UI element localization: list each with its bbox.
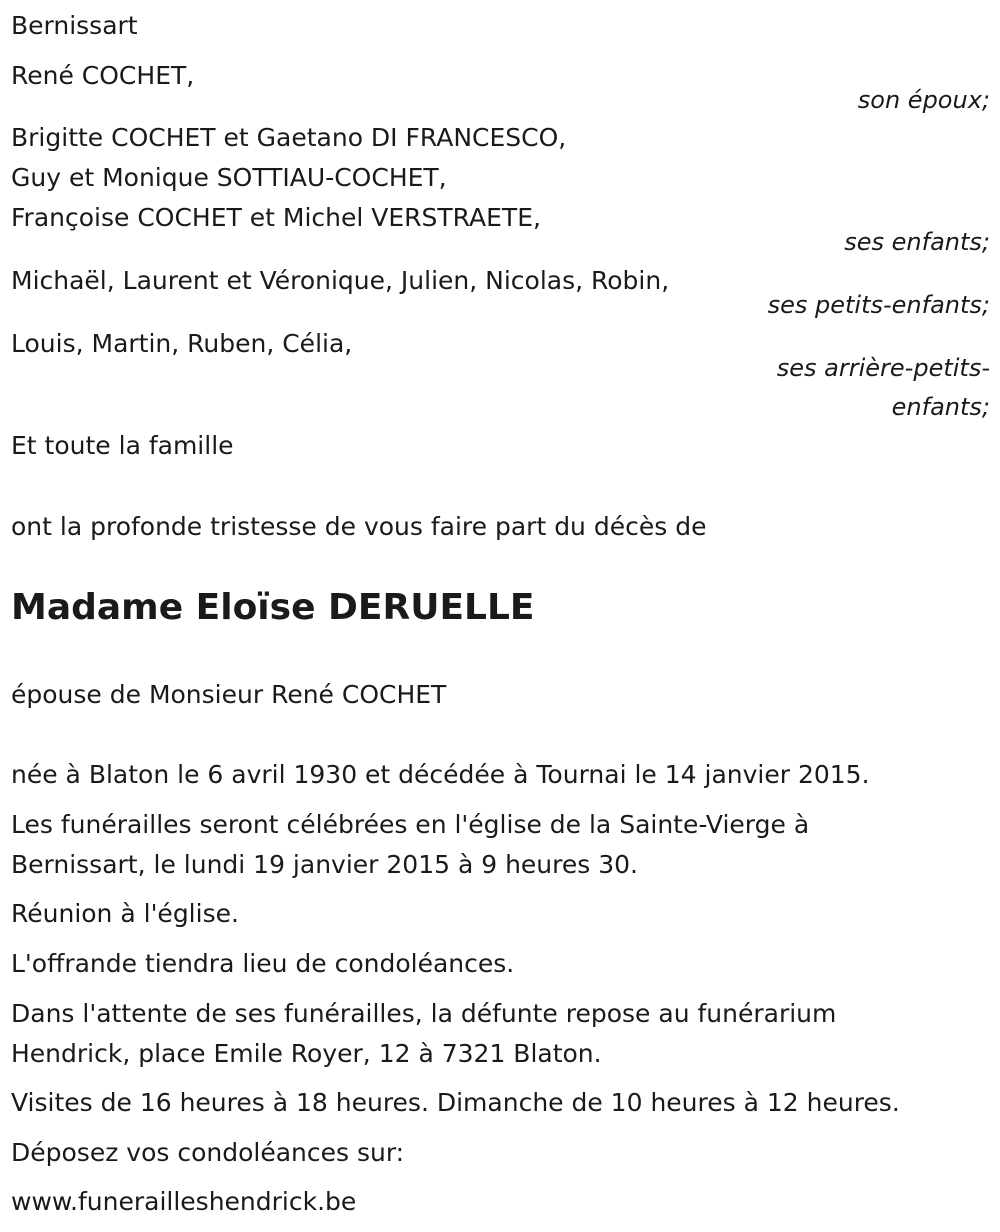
spouse-role: son époux; xyxy=(857,86,990,114)
spouse-of: épouse de Monsieur René COCHET xyxy=(11,680,447,709)
great-grandchildren-role-line1: ses arrière-petits- xyxy=(776,354,990,382)
grandchildren-role: ses petits-enfants; xyxy=(767,291,990,319)
funeral-line-1: Les funérailles seront célébrées en l'église de la Sainte-Vierge à xyxy=(11,810,810,839)
child-line-2: Guy et Monique SOTTIAU-COCHET, xyxy=(11,163,447,192)
birth-death: née à Blaton le 6 avril 1930 et décédée à Tournai le 14 janvier 2015. xyxy=(11,760,870,789)
city-heading: Bernissart xyxy=(11,11,138,40)
rest-line-2: Hendrick, place Emile Royer, 12 à 7321 Blaton. xyxy=(11,1039,602,1068)
announcement-intro: ont la profonde tristesse de vous faire part du décès de xyxy=(11,512,707,541)
great-grandchildren-names: Louis, Martin, Ruben, Célia, xyxy=(11,329,353,358)
condolences-prompt: Déposez vos condoléances sur: xyxy=(11,1138,405,1167)
meeting-info: Réunion à l'église. xyxy=(11,899,239,928)
great-grandchildren-role-line2: enfants; xyxy=(891,393,990,421)
spouse-name: René COCHET, xyxy=(11,61,195,90)
child-line-3: Françoise COCHET et Michel VERSTRAETE, xyxy=(11,203,541,232)
rest-line-1: Dans l'attente de ses funérailles, la défunte repose au funérarium xyxy=(11,999,837,1028)
offering-info: L'offrande tiendra lieu de condoléances. xyxy=(11,949,515,978)
all-family: Et toute la famille xyxy=(11,431,234,460)
website-link[interactable]: www.funerailleshendrick.be xyxy=(11,1187,357,1216)
children-role: ses enfants; xyxy=(844,228,990,256)
child-line-1: Brigitte COCHET et Gaetano DI FRANCESCO, xyxy=(11,123,567,152)
funeral-line-2: Bernissart, le lundi 19 janvier 2015 à 9 heures 30. xyxy=(11,850,638,879)
grandchildren-names: Michaël, Laurent et Véronique, Julien, Nicolas, Robin, xyxy=(11,266,670,295)
visits-info: Visites de 16 heures à 18 heures. Dimanche de 10 heures à 12 heures. xyxy=(11,1088,900,1117)
deceased-name: Madame Eloïse DERUELLE xyxy=(11,587,535,628)
